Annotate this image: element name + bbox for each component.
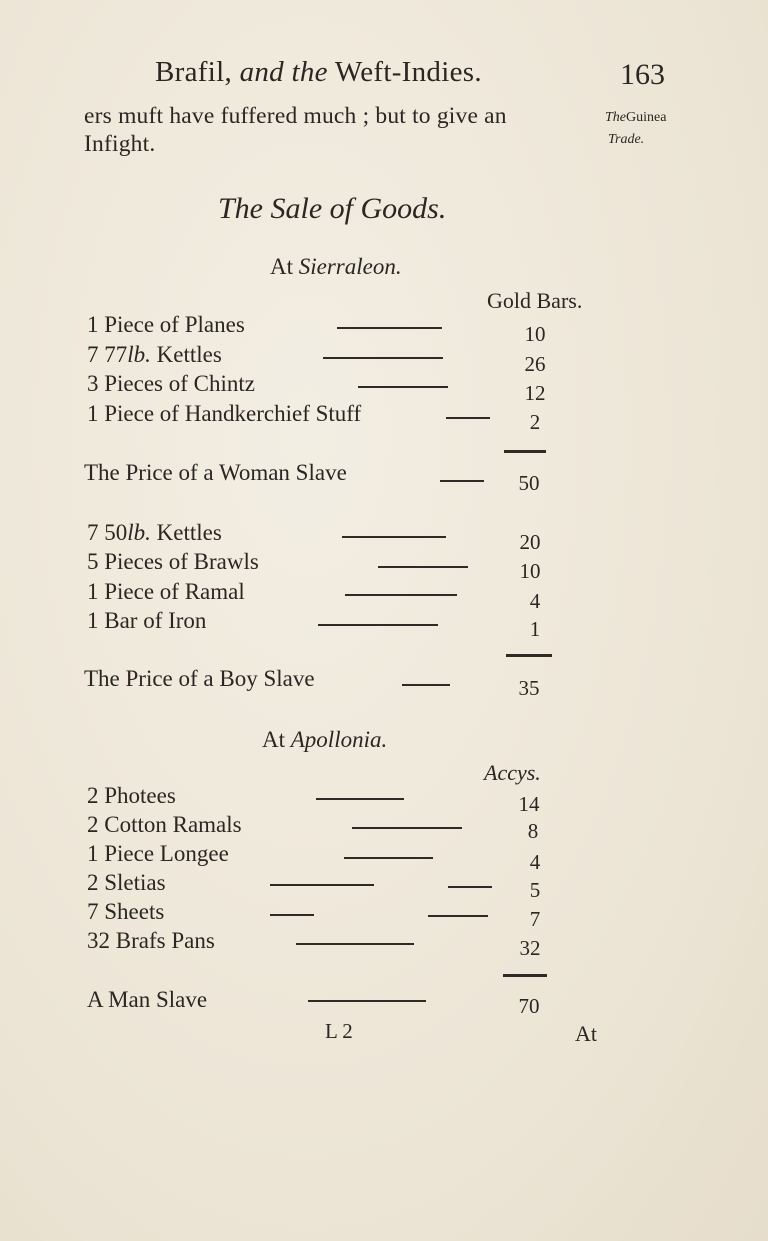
woman-slave-value: 50	[518, 471, 540, 495]
boy-slave-value: 35	[518, 676, 540, 700]
leader-dash	[402, 684, 450, 686]
location-sierraleon	[270, 254, 402, 280]
list-item-label: 1 Piece of Ramal	[87, 579, 245, 604]
list-item-value: 4	[529, 589, 541, 613]
list-item-label: 2 Photees	[87, 783, 176, 808]
boy-slave-label: The Price of a Boy Slave	[84, 666, 315, 691]
leader-dash	[270, 884, 374, 886]
item-unit: lb.	[127, 520, 151, 545]
item-unit: lb.	[127, 342, 151, 367]
leader-dash	[352, 827, 462, 829]
man-slave-value: 70	[518, 994, 540, 1018]
leader-dash	[308, 1000, 426, 1002]
leader-dash	[358, 386, 448, 388]
header-title-a: Brafil,	[155, 56, 232, 88]
list-item-label: 2 Cotton Ramals	[87, 812, 242, 837]
location-apollonia	[262, 727, 387, 753]
running-header	[155, 56, 482, 89]
margin-note-guinea: Guinea	[626, 110, 667, 125]
list-item-label: 1 Piece of Handkerchief Stuff	[87, 401, 362, 426]
section-title: The Sale of Goods.	[218, 192, 447, 225]
column-header-gold-bars: Gold Bars.	[487, 288, 583, 313]
list-item-label	[87, 342, 222, 368]
list-item-label: 1 Piece Longee	[87, 841, 229, 866]
catchword: At	[575, 1021, 597, 1046]
sum-rule	[504, 450, 546, 453]
leader-dash	[342, 536, 446, 538]
item-rest: Kettles	[150, 342, 222, 367]
list-item-label: 7 Sheets	[87, 899, 165, 924]
list-item-label: 3 Pieces of Chintz	[87, 371, 255, 396]
leader-dash	[428, 915, 488, 917]
leader-dash	[345, 594, 457, 596]
list-item-value: 20	[519, 530, 541, 554]
list-item-label	[87, 520, 222, 546]
leader-dash	[323, 357, 443, 359]
margin-note-trade: Trade.	[608, 132, 645, 147]
margin-note	[605, 110, 666, 125]
list-item-value: 10	[524, 322, 546, 346]
list-item-value: 7	[529, 907, 541, 931]
location-place: Apollonia.	[290, 727, 388, 752]
leader-dash	[448, 886, 492, 888]
leader-dash	[344, 857, 433, 859]
list-item-label: 1 Piece of Planes	[87, 312, 245, 337]
intro-line-2: Infight.	[84, 131, 156, 157]
item-qty: 7 77	[87, 342, 128, 367]
intro-line-1: ers muft have fuffered much ; but to give an	[84, 103, 507, 129]
location-place: Sierraleon.	[298, 254, 402, 279]
list-item-value: 1	[529, 617, 541, 641]
list-item-value: 12	[524, 381, 546, 405]
leader-dash	[316, 798, 404, 800]
list-item-value: 2	[529, 410, 541, 434]
leader-dash	[440, 480, 484, 482]
header-title-b: and the	[239, 56, 328, 88]
list-item-label: 1 Bar of Iron	[87, 608, 207, 633]
location-at: At	[270, 254, 293, 279]
leader-dash	[446, 417, 490, 419]
sum-rule	[506, 654, 552, 657]
leader-dash	[270, 914, 314, 916]
list-item-value: 4	[529, 850, 541, 874]
leader-dash	[318, 624, 438, 626]
header-title-c: Weft-Indies.	[334, 56, 482, 88]
page-number: 163	[620, 58, 665, 91]
list-item-value: 26	[524, 352, 546, 376]
list-item-value: 32	[519, 936, 541, 960]
list-item-value: 14	[518, 792, 540, 816]
woman-slave-label: The Price of a Woman Slave	[84, 460, 347, 485]
leader-dash	[378, 566, 468, 568]
item-rest: Kettles	[150, 520, 222, 545]
sum-rule	[503, 974, 547, 977]
item-qty: 7 50	[87, 520, 128, 545]
column-header-accys: Accys.	[484, 760, 541, 785]
location-at: At	[262, 727, 285, 752]
leader-dash	[296, 943, 414, 945]
list-item-label: 2 Sletias	[87, 870, 166, 895]
margin-note-the: The	[605, 110, 626, 125]
leader-dash	[337, 327, 442, 329]
list-item-value: 10	[519, 559, 541, 583]
list-item-value: 5	[529, 878, 541, 902]
man-slave-label: A Man Slave	[87, 987, 208, 1012]
signature-mark: L 2	[325, 1019, 353, 1043]
list-item-label: 5 Pieces of Brawls	[87, 549, 259, 574]
list-item-value: 8	[527, 819, 539, 843]
list-item-label: 32 Brafs Pans	[87, 928, 215, 953]
